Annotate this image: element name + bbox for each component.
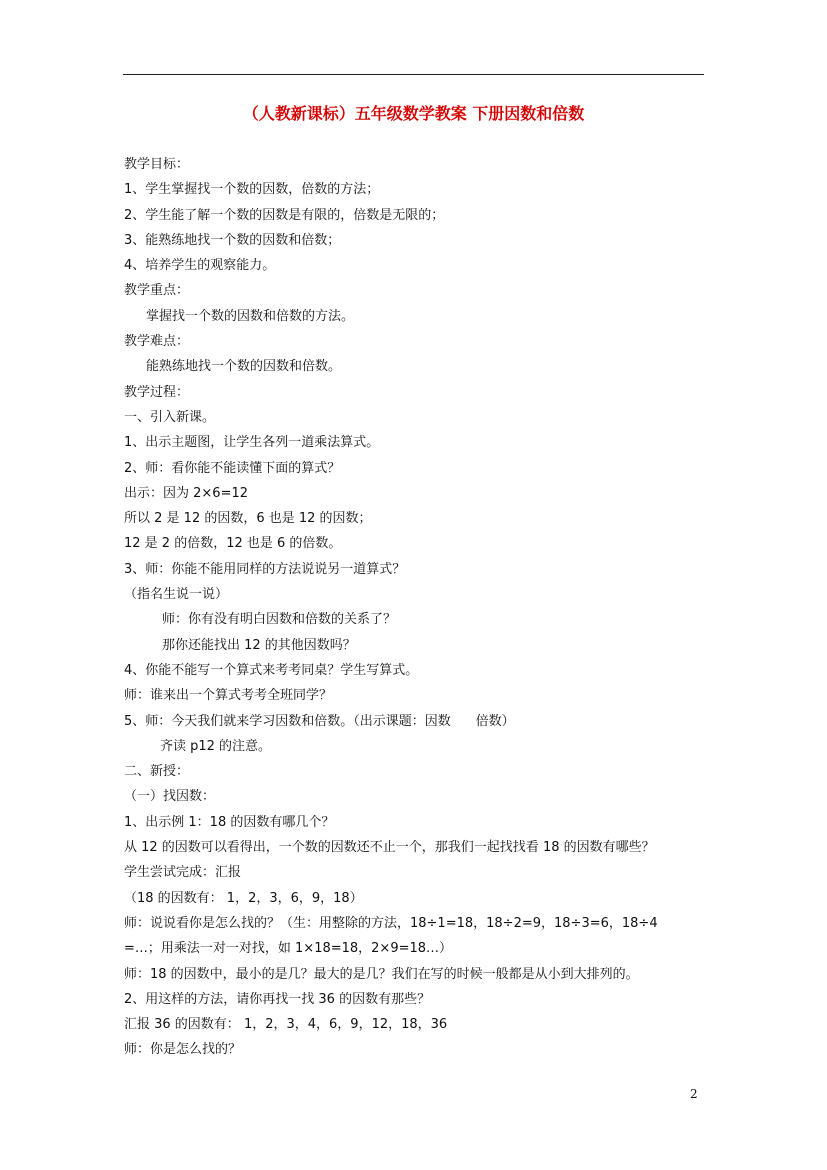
text-line: 掌握找一个数的因数和倍数的方法。	[146, 308, 355, 324]
text-line: （18 的因数有： 1，2，3，6，9，18）	[124, 890, 363, 906]
header-rule	[123, 74, 704, 75]
text-line: 那你还能找出 12 的其他因数吗？	[162, 637, 356, 653]
text-line: 教学重点：	[124, 283, 190, 299]
text-line: 师：谁来出一个算式考考全班同学？	[124, 688, 333, 704]
text-line: 师：说说看你是怎么找的？（生：用整除的方法，18÷1=18，18÷2=9，18÷3=6，18÷4	[124, 915, 658, 931]
text-line: 12 是 2 的倍数，12 也是 6 的倍数。	[124, 536, 342, 552]
text-line: 2、学生能了解一个数的因数是有限的，倍数是无限的；	[124, 207, 445, 223]
text-line: 能熟练地找一个数的因数和倍数。	[146, 359, 342, 375]
text-line: 从 12 的因数可以看得出，一个数的因数还不止一个，那我们一起找找看 18 的因数有哪些？	[124, 840, 655, 856]
text-line: 师：你有没有明白因数和倍数的关系了？	[162, 612, 397, 628]
text-line: 教学目标：	[124, 157, 190, 172]
text-line: 1、出示主题图，让学生各列一道乘法算式。	[124, 435, 380, 451]
text-line: 1、出示例 1：18 的因数有哪几个？	[124, 814, 335, 830]
text-line: 教学难点：	[124, 334, 190, 350]
document-title: （人教新课标）五年级数学教案 下册因数和倍数	[242, 104, 585, 123]
text-line: 4、培养学生的观察能力。	[124, 258, 276, 274]
text-line: 师：18 的因数中，最小的是几？最大的是几？我们在写的时候一般都是从小到大排列的。	[124, 966, 639, 982]
text-line: 3、师：你能不能用同样的方法说说另一道算式？	[124, 561, 406, 577]
text-line: 3、能熟练地找一个数的因数和倍数；	[124, 232, 341, 248]
text-line: 2、师：看你能不能读懂下面的算式？	[124, 460, 341, 476]
text-line: 所以 2 是 12 的因数，6 也是 12 的因数；	[124, 511, 372, 527]
text-line: 师：你是怎么找的？	[124, 1042, 242, 1058]
text-line: 2、用这样的方法，请你再找一找 36 的因数有那些？	[124, 991, 431, 1007]
text-line: 二、新授：	[124, 764, 190, 780]
text-line: 5、师：今天我们就来学习因数和倍数。（出示课题：因数 倍数）	[124, 713, 515, 729]
text-line: 齐读 p12 的注意。	[160, 738, 272, 754]
text-line: 1、学生掌握找一个数的因数，倍数的方法；	[124, 182, 380, 198]
text-line: （一）找因数：	[124, 789, 216, 805]
text-line: 4、你能不能写一个算式来考考同桌？学生写算式。	[124, 662, 419, 678]
text-line: 出示：因为 2×6=12	[124, 485, 249, 501]
text-line: 一、引入新课。	[124, 409, 216, 425]
document-body	[124, 152, 706, 1063]
text-line: （指名生说一说）	[124, 587, 229, 603]
text-line: 教学过程：	[124, 384, 190, 400]
text-line: =…；用乘法一对一对找，如 1×18=18，2×9=18…）	[124, 941, 453, 957]
page-number: 2	[690, 1087, 698, 1101]
text-line: 汇报 36 的因数有： 1，2，3，4，6，9，12，18，36	[124, 1017, 448, 1033]
text-line: 学生尝试完成：汇报	[124, 865, 242, 881]
